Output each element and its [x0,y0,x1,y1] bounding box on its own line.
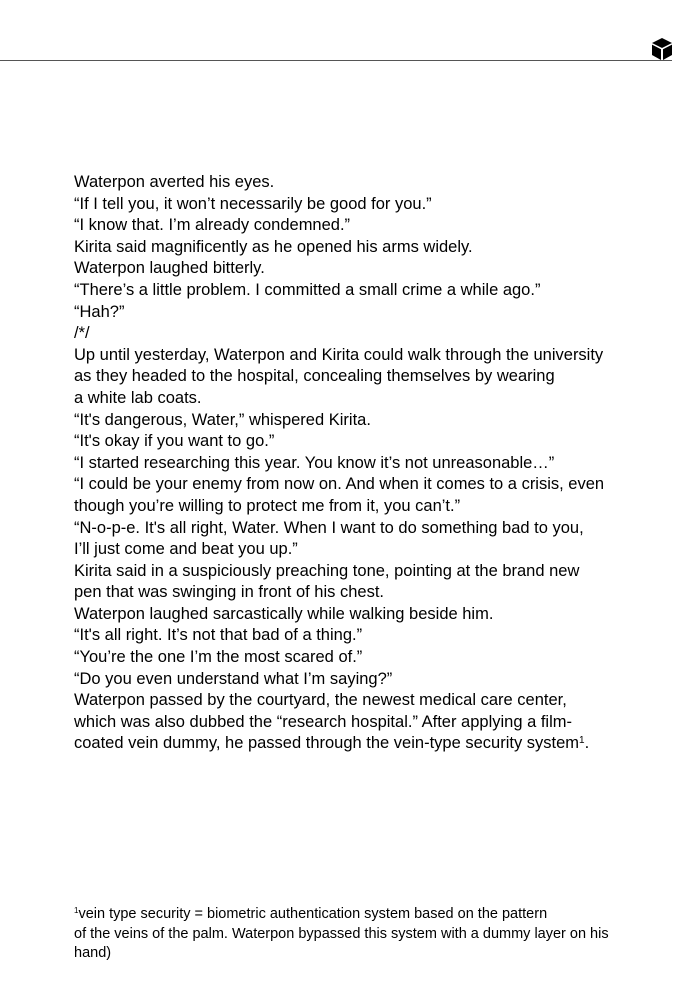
text-line: “N-o-p-e. It's all right, Water. When I want to do something bad to you, [74,518,584,537]
text-line: as they headed to the hospital, concealing themselves by wearing [74,367,555,386]
footnote-line [74,905,674,925]
scene-break: /*/ [74,324,90,343]
text-line: though you’re willing to protect me from it, you can’t.” [74,496,461,515]
text-line: “Hah?” [74,302,125,321]
text-line [74,733,664,755]
footnote-text: vein type security = biometric authentication system based on the pattern [78,906,548,922]
text-line: Kirita said magnificently as he opened his arms widely. [74,237,473,256]
text-line: Waterpon passed by the courtyard, the newest medical care center, [74,691,567,710]
footnote-mark: 1 [74,906,79,915]
text-line: “I started researching this year. You know it’s not unreasonable…” [74,453,555,472]
text-line: Waterpon laughed bitterly. [74,259,265,278]
text-line: which was also dubbed the “research hospital.” After applying a film- [74,712,573,731]
body-text [74,172,664,755]
text-line: Waterpon averted his eyes. [74,173,275,191]
cube-icon [650,37,674,61]
header-rule [0,60,672,61]
text-line: Kirita said in a suspiciously preaching tone, pointing at the brand new [74,561,580,580]
text-line: “I could be your enemy from now on. And when it comes to a crisis, even [74,475,605,494]
text-line: “You’re the one I’m the most scared of.” [74,648,363,667]
text-line: “I know that. I’m already condemned.” [74,216,351,235]
text-line: “It's dangerous, Water,” whispered Kirita. [74,410,371,429]
text-line: “It's okay if you want to go.” [74,432,275,451]
footnote [74,905,674,964]
text-line: “There’s a little problem. I committed a small crime a while ago.” [74,280,541,299]
text-line: Up until yesterday, Waterpon and Kirita could walk through the university [74,345,604,364]
footnote-reference: 1 [579,735,585,747]
text-line: pen that was swinging in front of his chest. [74,583,385,602]
text-line: “Do you even understand what I’m saying?” [74,669,393,688]
footnote-line: of the veins of the palm. Waterpon bypassed this system with a dummy layer on his [74,925,609,942]
text-line: a white lab coats. [74,388,202,407]
text-line-end: . [584,734,590,753]
text-line: Waterpon laughed sarcastically while walking beside him. [74,604,494,623]
text-line: “If I tell you, it won’t necessarily be good for you.” [74,194,432,213]
text-line-content: coated vein dummy, he passed through the vein-type security system [74,734,580,753]
text-line: “It's all right. It’s not that bad of a thing.” [74,626,363,645]
footnote-line: hand) [74,945,112,961]
text-line: I’ll just come and beat you up.” [74,540,298,559]
